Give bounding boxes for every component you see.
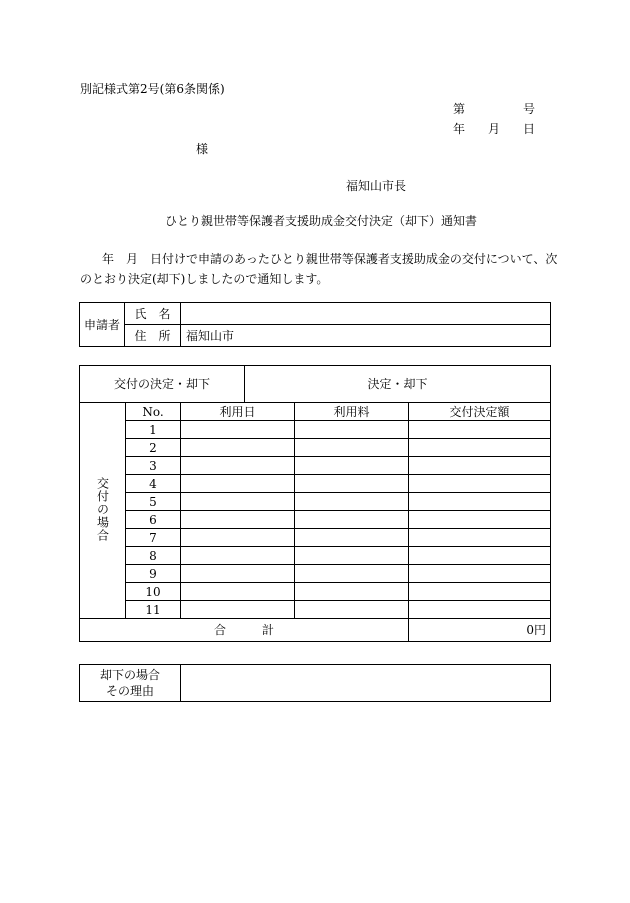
row-date[interactable] — [181, 475, 295, 493]
row-amount[interactable] — [409, 529, 551, 547]
table-row — [80, 511, 551, 529]
row-date[interactable] — [181, 493, 295, 511]
name-field[interactable] — [181, 303, 551, 325]
row-no: 10 — [126, 583, 181, 601]
date-month: 月 — [488, 122, 501, 136]
row-amount[interactable] — [409, 583, 551, 601]
row-amount[interactable] — [409, 547, 551, 565]
address-label: 住 所 — [125, 325, 181, 347]
row-fee[interactable] — [295, 421, 409, 439]
date-year: 年 — [453, 122, 466, 136]
row-amount[interactable] — [409, 565, 551, 583]
rejection-label-line-2: その理由 — [105, 684, 154, 698]
row-fee[interactable] — [295, 565, 409, 583]
row-date[interactable] — [181, 547, 295, 565]
table-row — [80, 583, 551, 601]
row-fee[interactable] — [295, 475, 409, 493]
row-amount[interactable] — [409, 475, 551, 493]
body-line-1: 年 月 日付けで申請のあったひとり親世帯等保護者支援助成金の交付について、次 — [102, 252, 558, 266]
table-row — [80, 565, 551, 583]
row-date[interactable] — [181, 565, 295, 583]
row-amount[interactable] — [409, 439, 551, 457]
address-field[interactable]: 福知山市 — [181, 325, 551, 347]
row-amount[interactable] — [409, 421, 551, 439]
number-go: 号 — [523, 102, 536, 116]
grant-case-label: 交付の場合 — [95, 477, 110, 542]
decision-label: 交付の決定・却下 — [80, 366, 245, 403]
applicant-header: 申請者 — [80, 303, 125, 347]
table-row — [80, 421, 551, 439]
row-date[interactable] — [181, 439, 295, 457]
row-fee[interactable] — [295, 511, 409, 529]
row-fee[interactable] — [295, 439, 409, 457]
row-no: 5 — [126, 493, 181, 511]
row-date[interactable] — [181, 457, 295, 475]
row-date[interactable] — [181, 421, 295, 439]
row-no: 2 — [126, 439, 181, 457]
addressee-sama: 様 — [196, 142, 209, 156]
applicant-table — [79, 302, 551, 347]
row-amount[interactable] — [409, 493, 551, 511]
column-header-no: No. — [126, 403, 181, 421]
rejection-label-line-1: 却下の場合 — [99, 668, 160, 682]
decision-value[interactable]: 決定・却下 — [245, 366, 551, 403]
row-date[interactable] — [181, 601, 295, 619]
row-amount[interactable] — [409, 601, 551, 619]
row-fee[interactable] — [295, 583, 409, 601]
decision-table — [79, 365, 551, 642]
row-date[interactable] — [181, 529, 295, 547]
document-title: ひとり親世帯等保護者支援助成金交付決定（却下）通知書 — [165, 214, 478, 228]
total-value: 0円 — [409, 619, 551, 642]
row-no: 8 — [126, 547, 181, 565]
row-amount[interactable] — [409, 511, 551, 529]
column-header-date: 利用日 — [181, 403, 295, 421]
row-fee[interactable] — [295, 601, 409, 619]
row-no: 6 — [126, 511, 181, 529]
column-header-amount: 交付決定額 — [409, 403, 551, 421]
body-line-2: のとおり決定(却下)しましたので通知します。 — [80, 272, 329, 286]
form-label: 別記様式第2号(第6条関係) — [80, 82, 225, 96]
rejection-label-cell — [80, 665, 181, 702]
row-date[interactable] — [181, 511, 295, 529]
row-fee[interactable] — [295, 457, 409, 475]
table-row — [80, 601, 551, 619]
row-amount[interactable] — [409, 457, 551, 475]
issuer: 福知山市長 — [346, 179, 407, 193]
table-row — [80, 457, 551, 475]
row-no: 4 — [126, 475, 181, 493]
rejection-reason-field[interactable] — [181, 665, 551, 702]
table-row — [80, 529, 551, 547]
rejection-table — [79, 664, 551, 702]
row-no: 11 — [126, 601, 181, 619]
date-day: 日 — [523, 122, 536, 136]
table-row — [80, 439, 551, 457]
column-header-fee: 利用料 — [295, 403, 409, 421]
grant-case-label-cell — [80, 403, 126, 619]
row-fee[interactable] — [295, 529, 409, 547]
row-fee[interactable] — [295, 547, 409, 565]
row-date[interactable] — [181, 583, 295, 601]
total-label: 合 計 — [80, 619, 409, 642]
number-dai: 第 — [453, 102, 466, 116]
row-no: 7 — [126, 529, 181, 547]
row-no: 1 — [126, 421, 181, 439]
table-row — [80, 547, 551, 565]
name-label: 氏 名 — [125, 303, 181, 325]
row-no: 9 — [126, 565, 181, 583]
row-fee[interactable] — [295, 493, 409, 511]
table-row — [80, 493, 551, 511]
table-row — [80, 475, 551, 493]
row-no: 3 — [126, 457, 181, 475]
